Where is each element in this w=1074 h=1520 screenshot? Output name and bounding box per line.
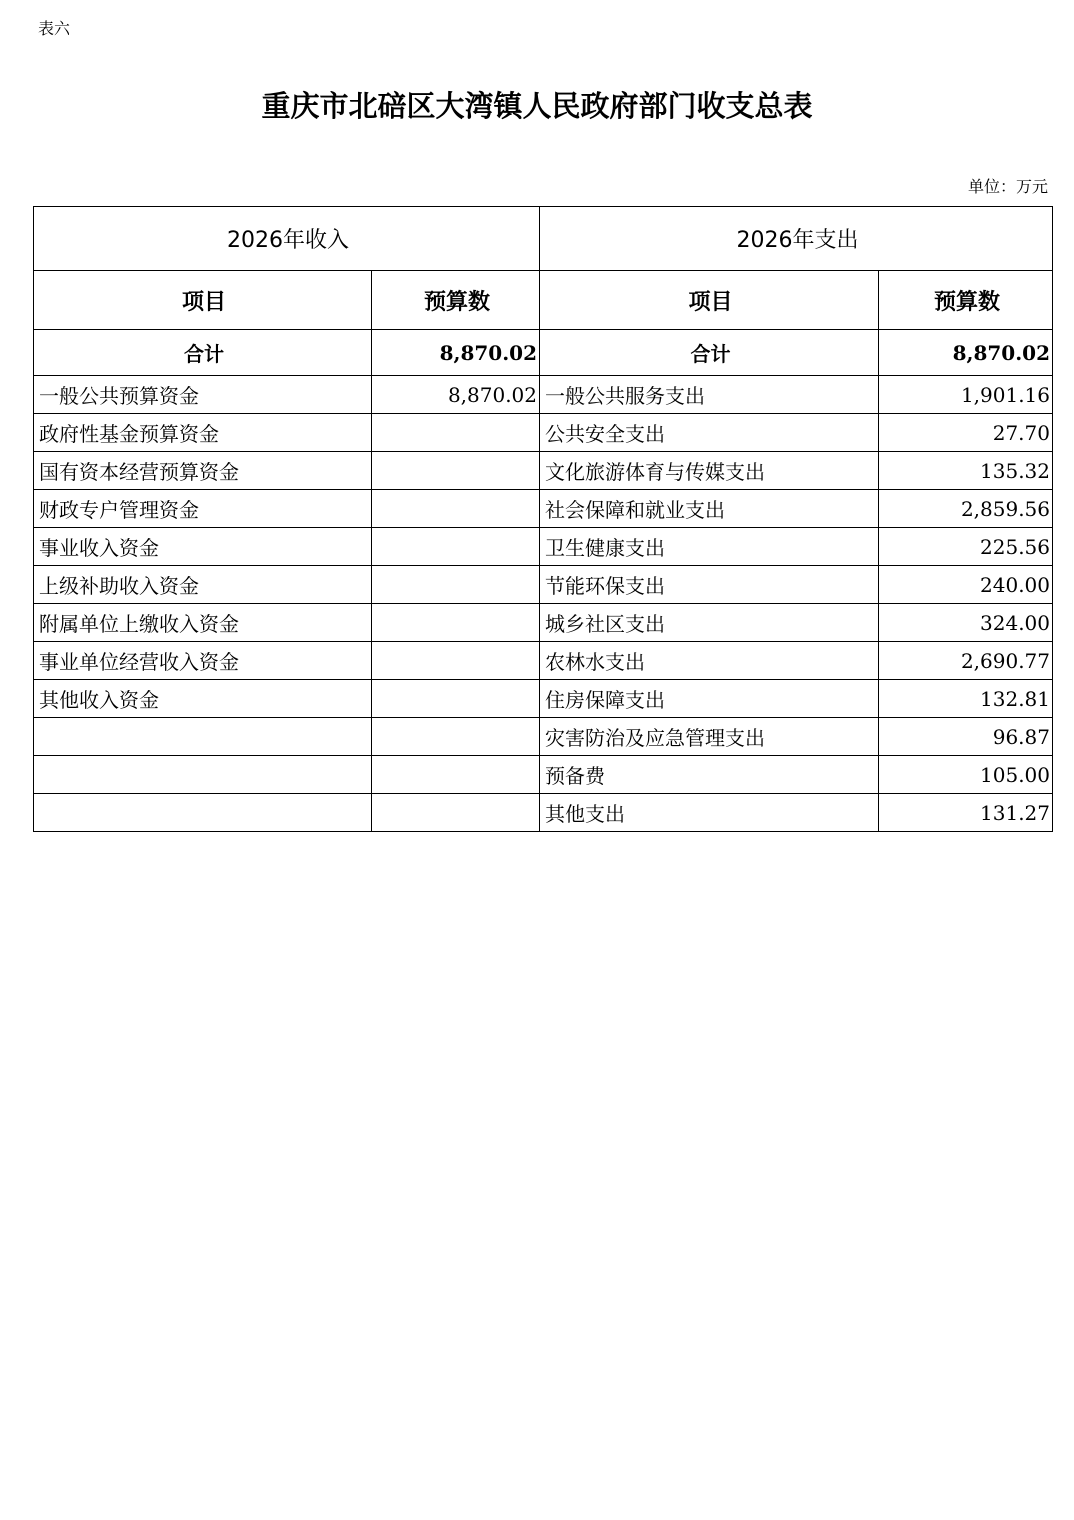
income-item-cell: 其他收入资金	[34, 680, 372, 718]
expense-section-header: 2026年支出	[540, 207, 1053, 271]
expense-item-cell: 农林水支出	[540, 642, 879, 680]
expense-value-cell: 132.81	[879, 680, 1053, 718]
income-item-cell	[34, 794, 372, 832]
expense-value-cell: 324.00	[879, 604, 1053, 642]
income-item-cell	[34, 756, 372, 794]
table-row	[34, 756, 1053, 794]
expense-item-cell: 公共安全支出	[540, 414, 879, 452]
expense-value-cell: 135.32	[879, 452, 1053, 490]
expense-value-cell: 1,901.16	[879, 376, 1053, 414]
section-header-row	[34, 207, 1053, 271]
expense-value-cell: 225.56	[879, 528, 1053, 566]
table-row	[34, 680, 1053, 718]
income-value-cell	[372, 566, 540, 604]
income-item-cell: 上级补助收入资金	[34, 566, 372, 604]
income-item-cell: 附属单位上缴收入资金	[34, 604, 372, 642]
expense-item-cell: 文化旅游体育与传媒支出	[540, 452, 879, 490]
income-item-cell: 财政专户管理资金	[34, 490, 372, 528]
income-value-cell	[372, 680, 540, 718]
total-row	[34, 330, 1053, 376]
income-total-value: 8,870.02	[372, 330, 540, 376]
income-value-cell	[372, 604, 540, 642]
expense-total-value: 8,870.02	[879, 330, 1053, 376]
table-row	[34, 794, 1053, 832]
table-row	[34, 604, 1053, 642]
unit-label: 单位：万元	[967, 177, 1048, 196]
expense-item-cell: 预备费	[540, 756, 879, 794]
expense-budget-column-header: 预算数	[879, 271, 1053, 330]
income-value-cell	[372, 490, 540, 528]
expense-value-cell: 2,859.56	[879, 490, 1053, 528]
income-item-cell	[34, 718, 372, 756]
table-row	[34, 642, 1053, 680]
income-item-cell: 国有资本经营预算资金	[34, 452, 372, 490]
expense-value-cell: 27.70	[879, 414, 1053, 452]
expense-value-cell: 105.00	[879, 756, 1053, 794]
expense-item-cell: 城乡社区支出	[540, 604, 879, 642]
income-item-column-header: 项目	[34, 271, 372, 330]
table-row	[34, 718, 1053, 756]
expense-value-cell: 2,690.77	[879, 642, 1053, 680]
income-budget-column-header: 预算数	[372, 271, 540, 330]
table-number-label: 表六	[38, 19, 71, 38]
income-value-cell	[372, 452, 540, 490]
income-item-cell: 事业单位经营收入资金	[34, 642, 372, 680]
expense-item-cell: 住房保障支出	[540, 680, 879, 718]
expense-item-cell: 一般公共服务支出	[540, 376, 879, 414]
expense-item-cell: 卫生健康支出	[540, 528, 879, 566]
column-header-row	[34, 271, 1053, 330]
income-value-cell	[372, 756, 540, 794]
expense-item-cell: 社会保障和就业支出	[540, 490, 879, 528]
income-section-header: 2026年收入	[34, 207, 540, 271]
table-row	[34, 414, 1053, 452]
expense-item-cell: 节能环保支出	[540, 566, 879, 604]
expense-item-column-header: 项目	[540, 271, 879, 330]
income-value-cell	[372, 642, 540, 680]
table-row	[34, 376, 1053, 414]
page-title: 重庆市北碚区大湾镇人民政府部门收支总表	[261, 89, 813, 123]
table-row	[34, 452, 1053, 490]
income-item-cell: 事业收入资金	[34, 528, 372, 566]
table-row	[34, 528, 1053, 566]
expense-total-label: 合计	[540, 330, 879, 376]
table-row	[34, 490, 1053, 528]
income-value-cell	[372, 528, 540, 566]
expense-item-cell: 其他支出	[540, 794, 879, 832]
income-value-cell	[372, 718, 540, 756]
expense-item-cell: 灾害防治及应急管理支出	[540, 718, 879, 756]
income-item-cell: 政府性基金预算资金	[34, 414, 372, 452]
income-total-label: 合计	[34, 330, 372, 376]
table-row	[34, 566, 1053, 604]
income-item-cell: 一般公共预算资金	[34, 376, 372, 414]
income-value-cell	[372, 794, 540, 832]
expense-value-cell: 131.27	[879, 794, 1053, 832]
income-value-cell	[372, 414, 540, 452]
income-value-cell: 8,870.02	[372, 376, 540, 414]
budget-summary-table	[33, 206, 1053, 832]
expense-value-cell: 96.87	[879, 718, 1053, 756]
expense-value-cell: 240.00	[879, 566, 1053, 604]
